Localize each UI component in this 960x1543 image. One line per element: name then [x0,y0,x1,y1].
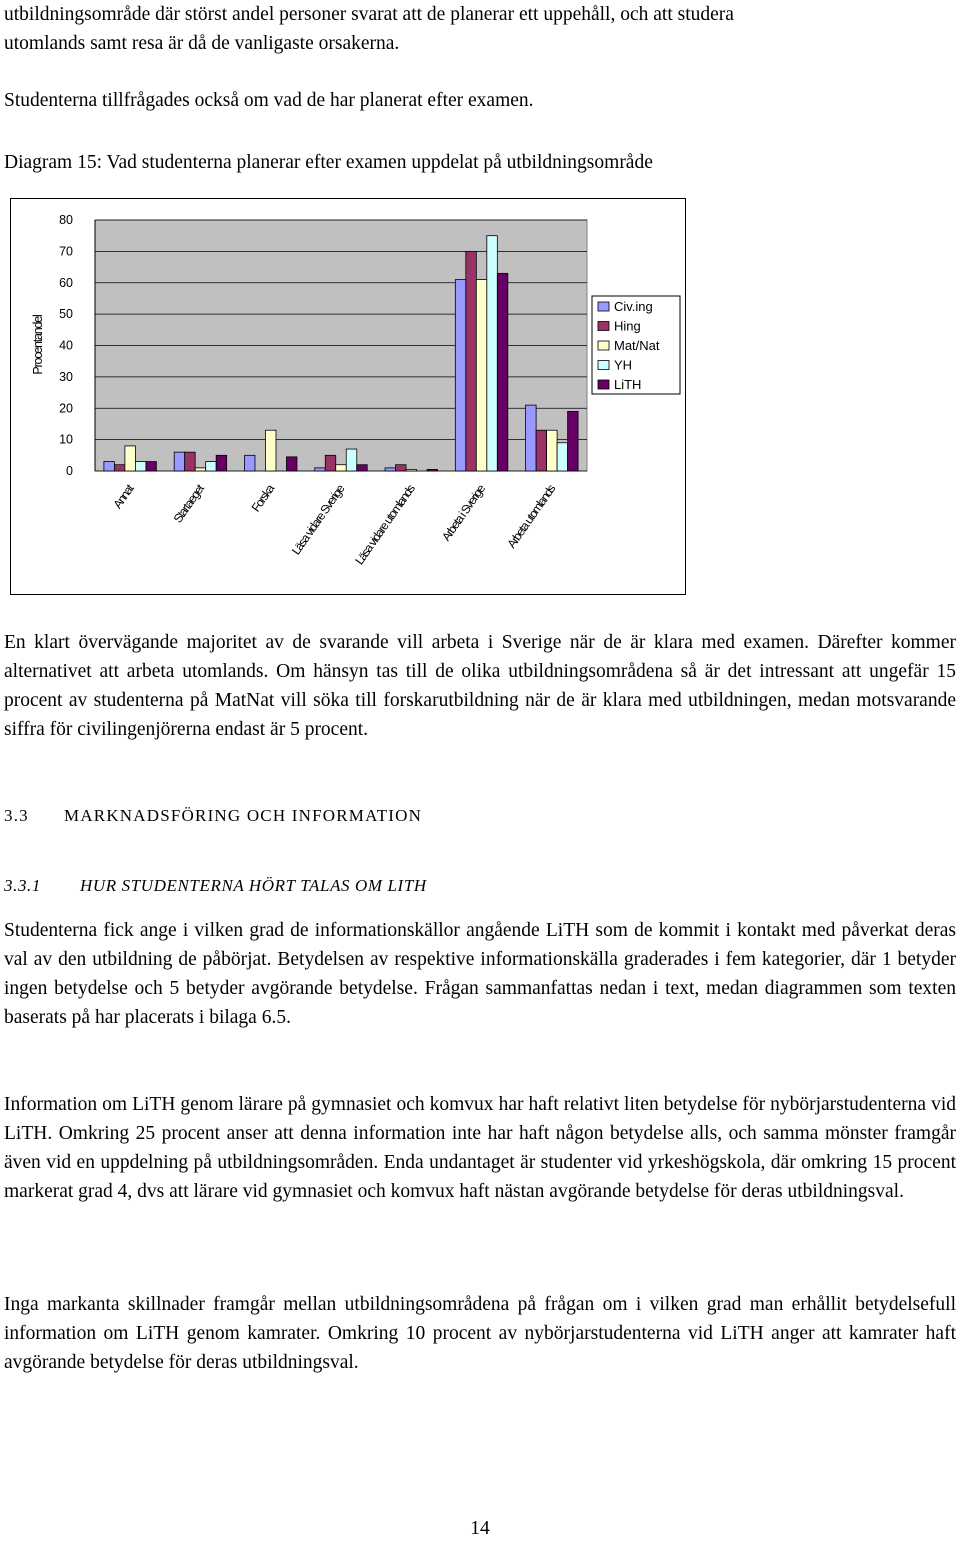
subsection-title: HUR STUDENTERNA HÖRT TALAS OM LITH [80,876,427,895]
bar-matnat-4 [406,469,417,471]
y-tick-label: 50 [59,307,73,322]
bar-lith-6 [568,411,579,471]
page-number: 14 [470,1518,490,1539]
legend-swatch [598,302,609,311]
x-tick-label: Arbeta i Sverige [439,482,488,544]
chart-container [10,198,687,601]
section-heading [4,806,422,826]
bar-matnat-6 [547,430,558,471]
y-tick-label: 70 [59,244,73,259]
bar-lith-3 [357,465,368,471]
bar-yh-0 [135,462,146,471]
bar-hing-6 [536,430,547,471]
y-tick-label: 10 [59,432,73,447]
bar-civing-1 [174,452,185,471]
bar-hing-0 [114,465,125,471]
legend-swatch [598,322,609,331]
bar-civing-2 [244,455,255,471]
subsection-number: 3.3.1 [4,876,41,895]
bar-lith-4 [427,469,438,471]
intro-line-1: utbildningsområde där störst andel personer svarat att de planerar ett uppehåll, och att studera [4,4,734,25]
x-tick-label: Startaeget [170,482,207,526]
bar-chart [10,198,687,596]
legend-label: Mat/Nat [614,338,660,353]
bar-lith-0 [146,462,157,471]
section-title: MARKNADSFÖRING OCH INFORMATION [64,806,423,825]
x-tick-label: Forska [248,482,277,515]
bar-civing-0 [104,462,115,471]
x-tick-label: Läsa vidare Sverige [288,482,347,558]
x-tick-label: Arbeta utomlands [504,482,558,551]
bar-hing-3 [325,455,336,471]
bar-matnat-0 [125,446,135,471]
paragraph-3: Information om LiTH genom lärare på gymnasiet och komvux har haft relativt liten betydelse för nybörjarstudenterna vid LiTH. Omkring 25 procent anser att denna information inte har haft någon betydelse alls, och samma mönster framgår även vid en uppdelning på utbildningsområden. Enda undantaget är studenter vid yrkeshögskola, där omkring 15 procent markerat grad 4, dvs att lärare vid gymnasiet och komvux haft nästan avgörande betydelse för deras utbildningsval. [4,1094,956,1202]
bar-civing-3 [315,468,326,471]
intro-line-3: Studenterna tillfrågades också om vad de har planerat efter examen. [4,90,534,111]
bar-yh-3 [346,449,357,471]
paragraph-2: Studenterna fick ange i vilken grad de informationskällor angående LiTH som de kommit i kontakt med påverkat deras val av den utbildning de påbörjat. Betydelsen av respektive informationskälla graderades i fem kategorier, där 1 betyder ingen betydelse och 5 betyder avgörande betydelse. Frågan sammanfattas nedan i text, medan diagrammen som texten baserats på har placerats i bilaga 6.5. [4,920,956,1028]
bar-yh-1 [206,462,217,471]
x-tick-label: Läsa vidare utomlands [352,482,418,568]
legend-swatch [598,380,609,389]
diagram-caption: Diagram 15: Vad studenterna planerar efter examen uppdelat på utbildningsområde [4,152,653,173]
bar-lith-1 [216,455,227,471]
paragraph-4: Inga markanta skillnader framgår mellan utbildningsområdena på frågan om i vilken grad man erhållit betydelsefull information om LiTH genom kamrater. Omkring 10 procent av nybörjarstudenterna vid LiTH anger att kamrater haft avgörande betydelse för deras utbildningsval. [4,1294,956,1373]
legend-label: YH [614,357,633,373]
bar-matnat-3 [336,465,347,471]
x-tick-label: Annat [110,482,137,512]
bar-civing-5 [455,280,466,471]
legend-swatch [598,361,609,370]
bar-hing-1 [185,452,196,471]
y-tick-label: 60 [59,275,73,290]
bar-lith-2 [286,457,297,471]
section-number: 3.3 [4,806,29,825]
y-tick-label: 80 [59,213,73,227]
bar-yh-5 [487,236,498,471]
bar-matnat-2 [265,430,276,471]
bar-matnat-1 [195,468,206,471]
y-tick-label: 20 [59,401,73,416]
bar-matnat-5 [476,280,487,471]
y-tick-label: 30 [59,369,73,384]
legend-swatch [598,341,609,350]
legend-label: LiTH [614,377,642,392]
subsection-heading [4,876,427,896]
legend-label: Hing [614,318,641,334]
bar-civing-6 [526,405,537,471]
bar-hing-5 [466,251,477,471]
legend-label: Civ.ing [614,299,653,314]
paragraph-1: En klart övervägande majoritet av de svarande vill arbeta i Sverige när de är klara med examen. Därefter kommer alternativet att arbeta utomlands. Om hänsyn tas till de olika utbildningsområdena så är det intressant att ungefär 15 procent av studenterna på MatNat vill söka till forskarutbildning när de är klara med utbildningen, medan motsvarande siffra för civilingenjörerna endast är 5 procent. [4,632,956,740]
bar-civing-4 [385,468,396,471]
bar-lith-5 [497,273,508,471]
y-tick-label: 40 [59,338,73,353]
intro-line-2: utomlands samt resa är då de vanligaste orsakerna. [4,33,400,54]
y-tick-label: 0 [66,464,73,478]
bar-yh-6 [557,443,568,471]
bar-hing-4 [396,465,407,471]
y-axis-label: Procentandel [31,315,45,375]
